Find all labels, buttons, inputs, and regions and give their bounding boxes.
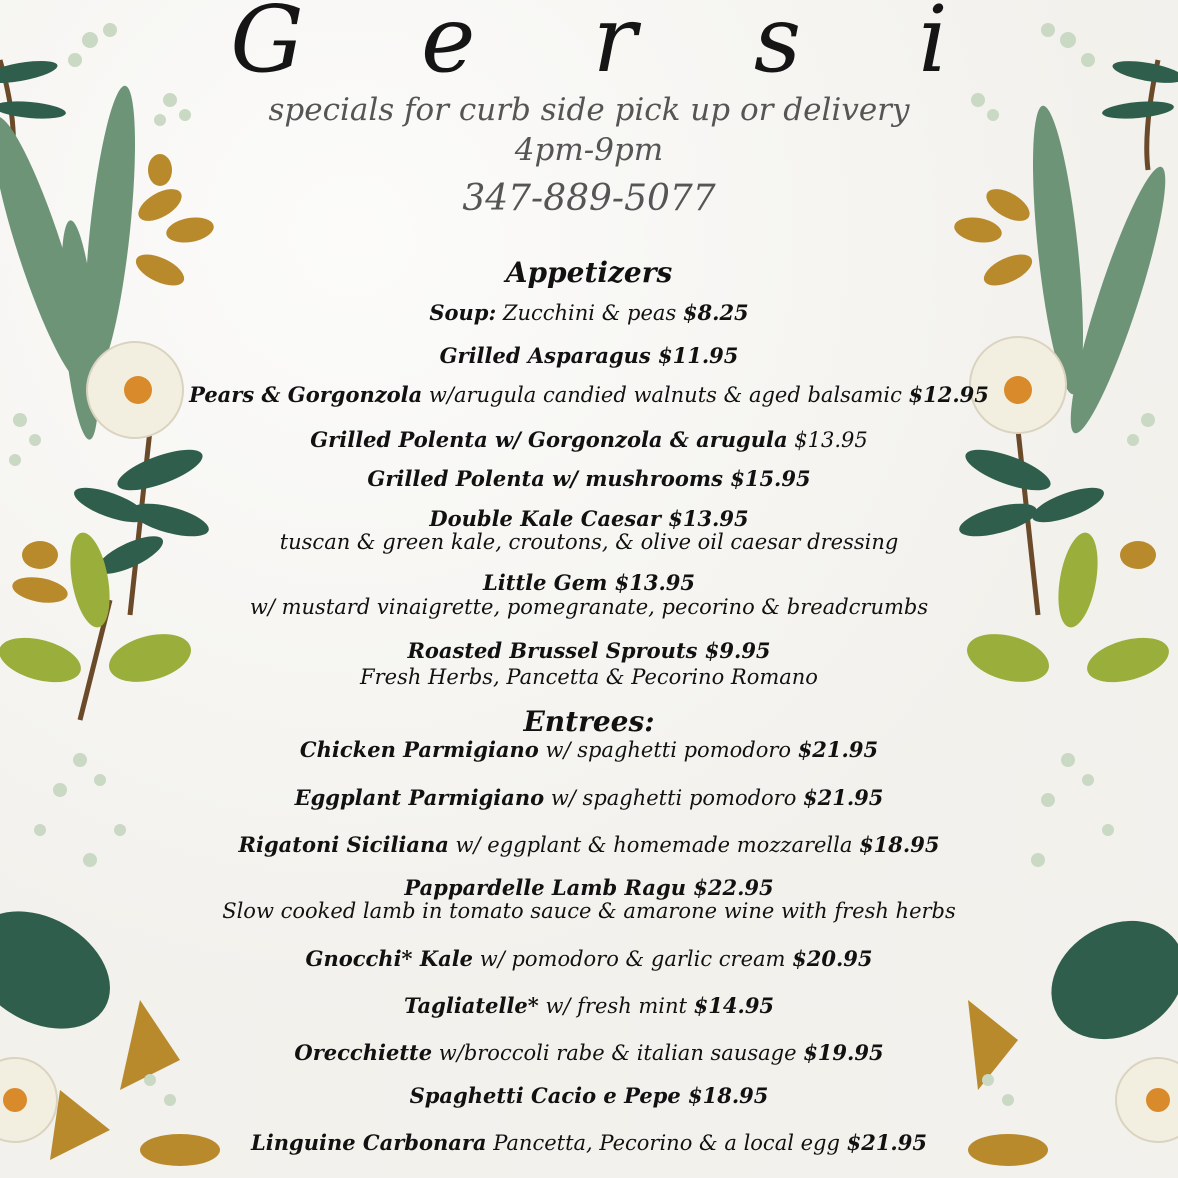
menu-item xyxy=(60,832,1118,857)
menu-item xyxy=(180,343,998,368)
item-name: Tagliatelle* xyxy=(403,993,539,1018)
menu-item xyxy=(180,1040,998,1065)
item-name: Spaghetti Cacio e Pepe $18.95 xyxy=(409,1083,769,1108)
menu-item xyxy=(180,993,998,1018)
item-price: $21.95 xyxy=(846,1130,927,1155)
item-price: $14.95 xyxy=(693,993,775,1018)
menu-item xyxy=(180,1083,998,1108)
item-price: $21.95 xyxy=(803,785,884,810)
item-price: $18.95 xyxy=(859,832,940,857)
item-desc: w/ spaghetti pomodoro xyxy=(538,738,798,762)
phone-number: 347-889-5077 xyxy=(462,178,716,219)
item-price: $20.95 xyxy=(792,946,873,971)
item-name: Double Kale Caesar $13.95 xyxy=(429,506,749,531)
item-desc: Zucchini & peas xyxy=(496,301,683,325)
menu-item xyxy=(180,638,998,663)
item-subtext: w/ mustard vinaigrette, pomegranate, pecorino & breadcrumbs xyxy=(249,595,929,619)
tagline xyxy=(180,90,998,170)
item-name: Eggplant Parmigiano xyxy=(294,785,545,810)
restaurant-name: G e r s i xyxy=(230,0,992,93)
item-desc: $13.95 xyxy=(787,428,868,452)
menu-item xyxy=(180,466,998,491)
tagline-service: specials for curb side pick up or delivery xyxy=(268,92,910,128)
tagline-hours: 4pm-9pm xyxy=(514,132,664,168)
item-name: Pappardelle Lamb Ragu $22.95 xyxy=(404,875,774,900)
item-desc: Pancetta, Pecorino & a local egg xyxy=(486,1131,847,1155)
item-desc: w/broccoli rabe & italian sausage xyxy=(432,1041,804,1065)
item-price: $8.25 xyxy=(682,300,749,325)
menu-item xyxy=(180,300,998,325)
menu-item xyxy=(180,570,998,595)
menu-item xyxy=(180,946,998,971)
item-desc: w/ pomodoro & garlic cream xyxy=(473,947,793,971)
item-desc: w/ spaghetti pomodoro xyxy=(544,786,804,810)
item-name: Soup: xyxy=(429,300,497,325)
item-name: Rigatoni Siciliana xyxy=(238,832,449,857)
item-subtext: Fresh Herbs, Pancetta & Pecorino Romano xyxy=(360,665,818,689)
item-name: Linguine Carbonara xyxy=(251,1130,487,1155)
menu-item xyxy=(180,785,998,810)
item-desc: w/arugula candied walnuts & aged balsamic xyxy=(422,383,909,407)
item-desc: w/ fresh mint xyxy=(538,994,694,1018)
item-subtext: Slow cooked lamb in tomato sauce & amarone wine with fresh herbs xyxy=(222,899,956,923)
item-name: Little Gem $13.95 xyxy=(483,570,695,595)
item-name: Grilled Asparagus $11.95 xyxy=(439,343,739,368)
menu-item xyxy=(60,1130,1118,1155)
item-name: Grilled Polenta w/ Gorgonzola & arugula xyxy=(310,427,788,452)
item-name: Roasted Brussel Sprouts $9.95 xyxy=(407,638,771,663)
item-desc: w/ eggplant & homemade mozzarella xyxy=(448,833,860,857)
menu-item xyxy=(180,875,998,900)
menu-item xyxy=(180,737,998,762)
item-name: Gnocchi* Kale xyxy=(305,946,474,971)
item-name: Pears & Gorgonzola xyxy=(189,382,423,407)
item-price: $19.95 xyxy=(803,1040,884,1065)
item-price: $12.95 xyxy=(908,382,989,407)
item-subtext: tuscan & green kale, croutons, & olive oil caesar dressing xyxy=(279,530,899,554)
menu-item xyxy=(180,506,998,531)
item-name: Orecchiette xyxy=(294,1040,433,1065)
menu-item xyxy=(0,382,1178,407)
section-title-entrees: Entrees: xyxy=(523,705,655,738)
menu-item xyxy=(180,427,998,452)
item-name: Grilled Polenta w/ mushrooms $15.95 xyxy=(367,466,811,491)
section-title-appetizers: Appetizers xyxy=(505,256,673,289)
item-price: $21.95 xyxy=(797,737,879,762)
item-name: Chicken Parmigiano xyxy=(299,737,539,762)
